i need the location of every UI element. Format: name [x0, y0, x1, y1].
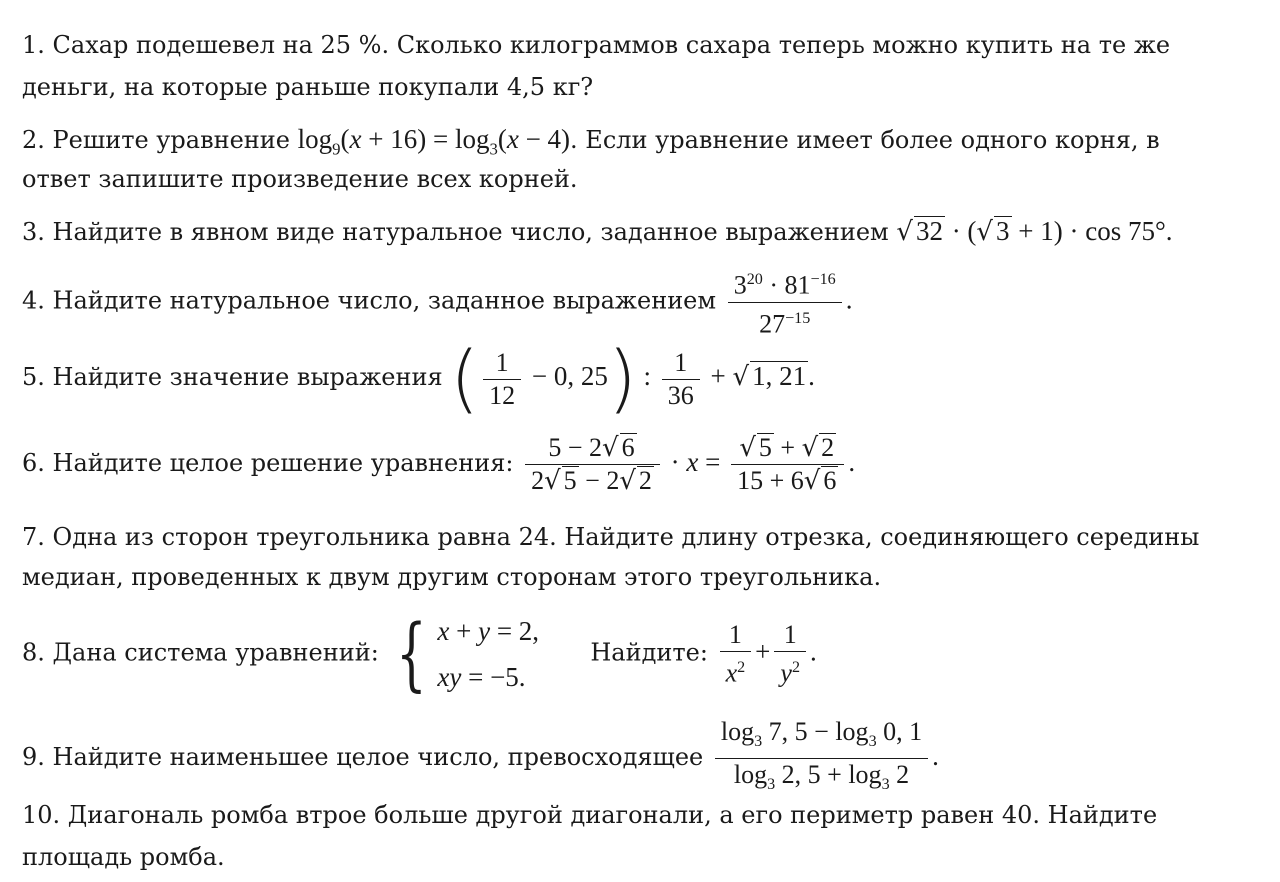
problem-3-expression: √ 32 · (√ 3 + 1) · cos 75°.: [896, 216, 1173, 247]
problem-5: [22, 336, 1256, 422]
problem-2-prefix: 2. Решите уравнение: [22, 126, 290, 154]
problem-2-line-1: [22, 122, 1256, 166]
problem-4-prefix: 4. Найдите натуральное число, заданное выражением: [22, 286, 717, 315]
problem-2-equation: $\log_9(x + 16) = \log_3(x - 4)$: [297, 124, 571, 159]
equation-system: x + y = 2, xy = −5.: [437, 616, 540, 692]
problem-5-expression: ( $\frac{1}{12}$ − 0, 25) : $\frac{1}{36}$ + √ 1, 21.: [450, 336, 815, 422]
problem-6-right-fraction: $\frac{√ 5 + √ 2}{15 + 6√ 6}$: [731, 432, 844, 497]
problem-2-line-2: ответ запишите произведение всех корней.: [22, 165, 578, 193]
problem-7-line-2: медиан, проведенных к двум другим сторонам этого треугольника.: [22, 563, 882, 591]
problem-2-suffix: . Если уравнение имеет более одного корня, в: [570, 126, 1160, 154]
problem-6: 6. Найдите целое решение уравнения: $\frac{5 - 2√ 6}{2√ 5 - 2√ 2}$ · x = $\frac{√ 5 + √ 2}{15 + 6√ 6}$ .: [22, 433, 856, 496]
problem-8-find-label: Найдите:: [590, 638, 708, 667]
problem-6-prefix: 6. Найдите целое решение уравнения:: [22, 449, 514, 477]
problem-10-line-1: 10. Диагональ ромба втрое больше другой диагонали, а его периметр равен 40. Найдите: [22, 801, 1158, 829]
problem-8-prefix: 8. Дана система уравнений:: [22, 638, 379, 667]
problem-1-line-2: деньги, на которые раньше покупали 4,5 кг?: [22, 73, 594, 101]
problem-4: 4. Найдите натуральное число, заданное выражением $\frac{3^{20} \cdot 81^{-16}}{27^{-15}}$ .: [22, 264, 1256, 340]
problem-9-prefix: 9. Найдите наименьшее целое число, превосходящее: [22, 743, 704, 772]
problem-8-fraction-x: $\frac{1}{x^2}$: [720, 619, 752, 690]
problem-10-line-2: площадь ромба.: [22, 843, 225, 871]
problem-5-prefix: 5. Найдите значение выражения: [22, 363, 443, 392]
problem-9-fraction: $\frac{\log_3 7, 5 - \log_3 0, 1}{\log_3 2, 5 + \log_3 2}$: [715, 716, 928, 801]
problem-9: 9. Найдите наименьшее целое число, превосходящее $\frac{\log_3 7, 5 - \log_3 0, 1}{\log_3 2, 5 + \log_3 2}$ .: [22, 716, 1256, 801]
system-brace: {: [396, 607, 428, 700]
problem-7-line-1: 7. Одна из сторон треугольника равна 24. Найдите длину отрезка, соединяющего середины: [22, 523, 1200, 551]
problem-6-left-fraction: $\frac{5 - 2√ 6}{2√ 5 - 2√ 2}$: [525, 432, 660, 497]
problem-3: [22, 214, 1256, 249]
problem-3-prefix: 3. Найдите в явном виде натуральное число, заданное выражением: [22, 218, 889, 246]
problem-1-line-1: 1. Сахар подешевел на 25 %. Сколько килограммов сахара теперь можно купить на те же: [22, 31, 1171, 59]
problem-4-fraction: $\frac{3^{20} \cdot 81^{-16}}{27^{-15}}$: [728, 264, 842, 340]
problem-8: 8. Дана система уравнений: { x + y = 2, xy = −5. Найдите: $\frac{1}{x^2}$ + $\frac{1}{y^2}$ .: [22, 607, 817, 700]
problem-8-fraction-y: $\frac{1}{y^2}$: [774, 619, 806, 690]
